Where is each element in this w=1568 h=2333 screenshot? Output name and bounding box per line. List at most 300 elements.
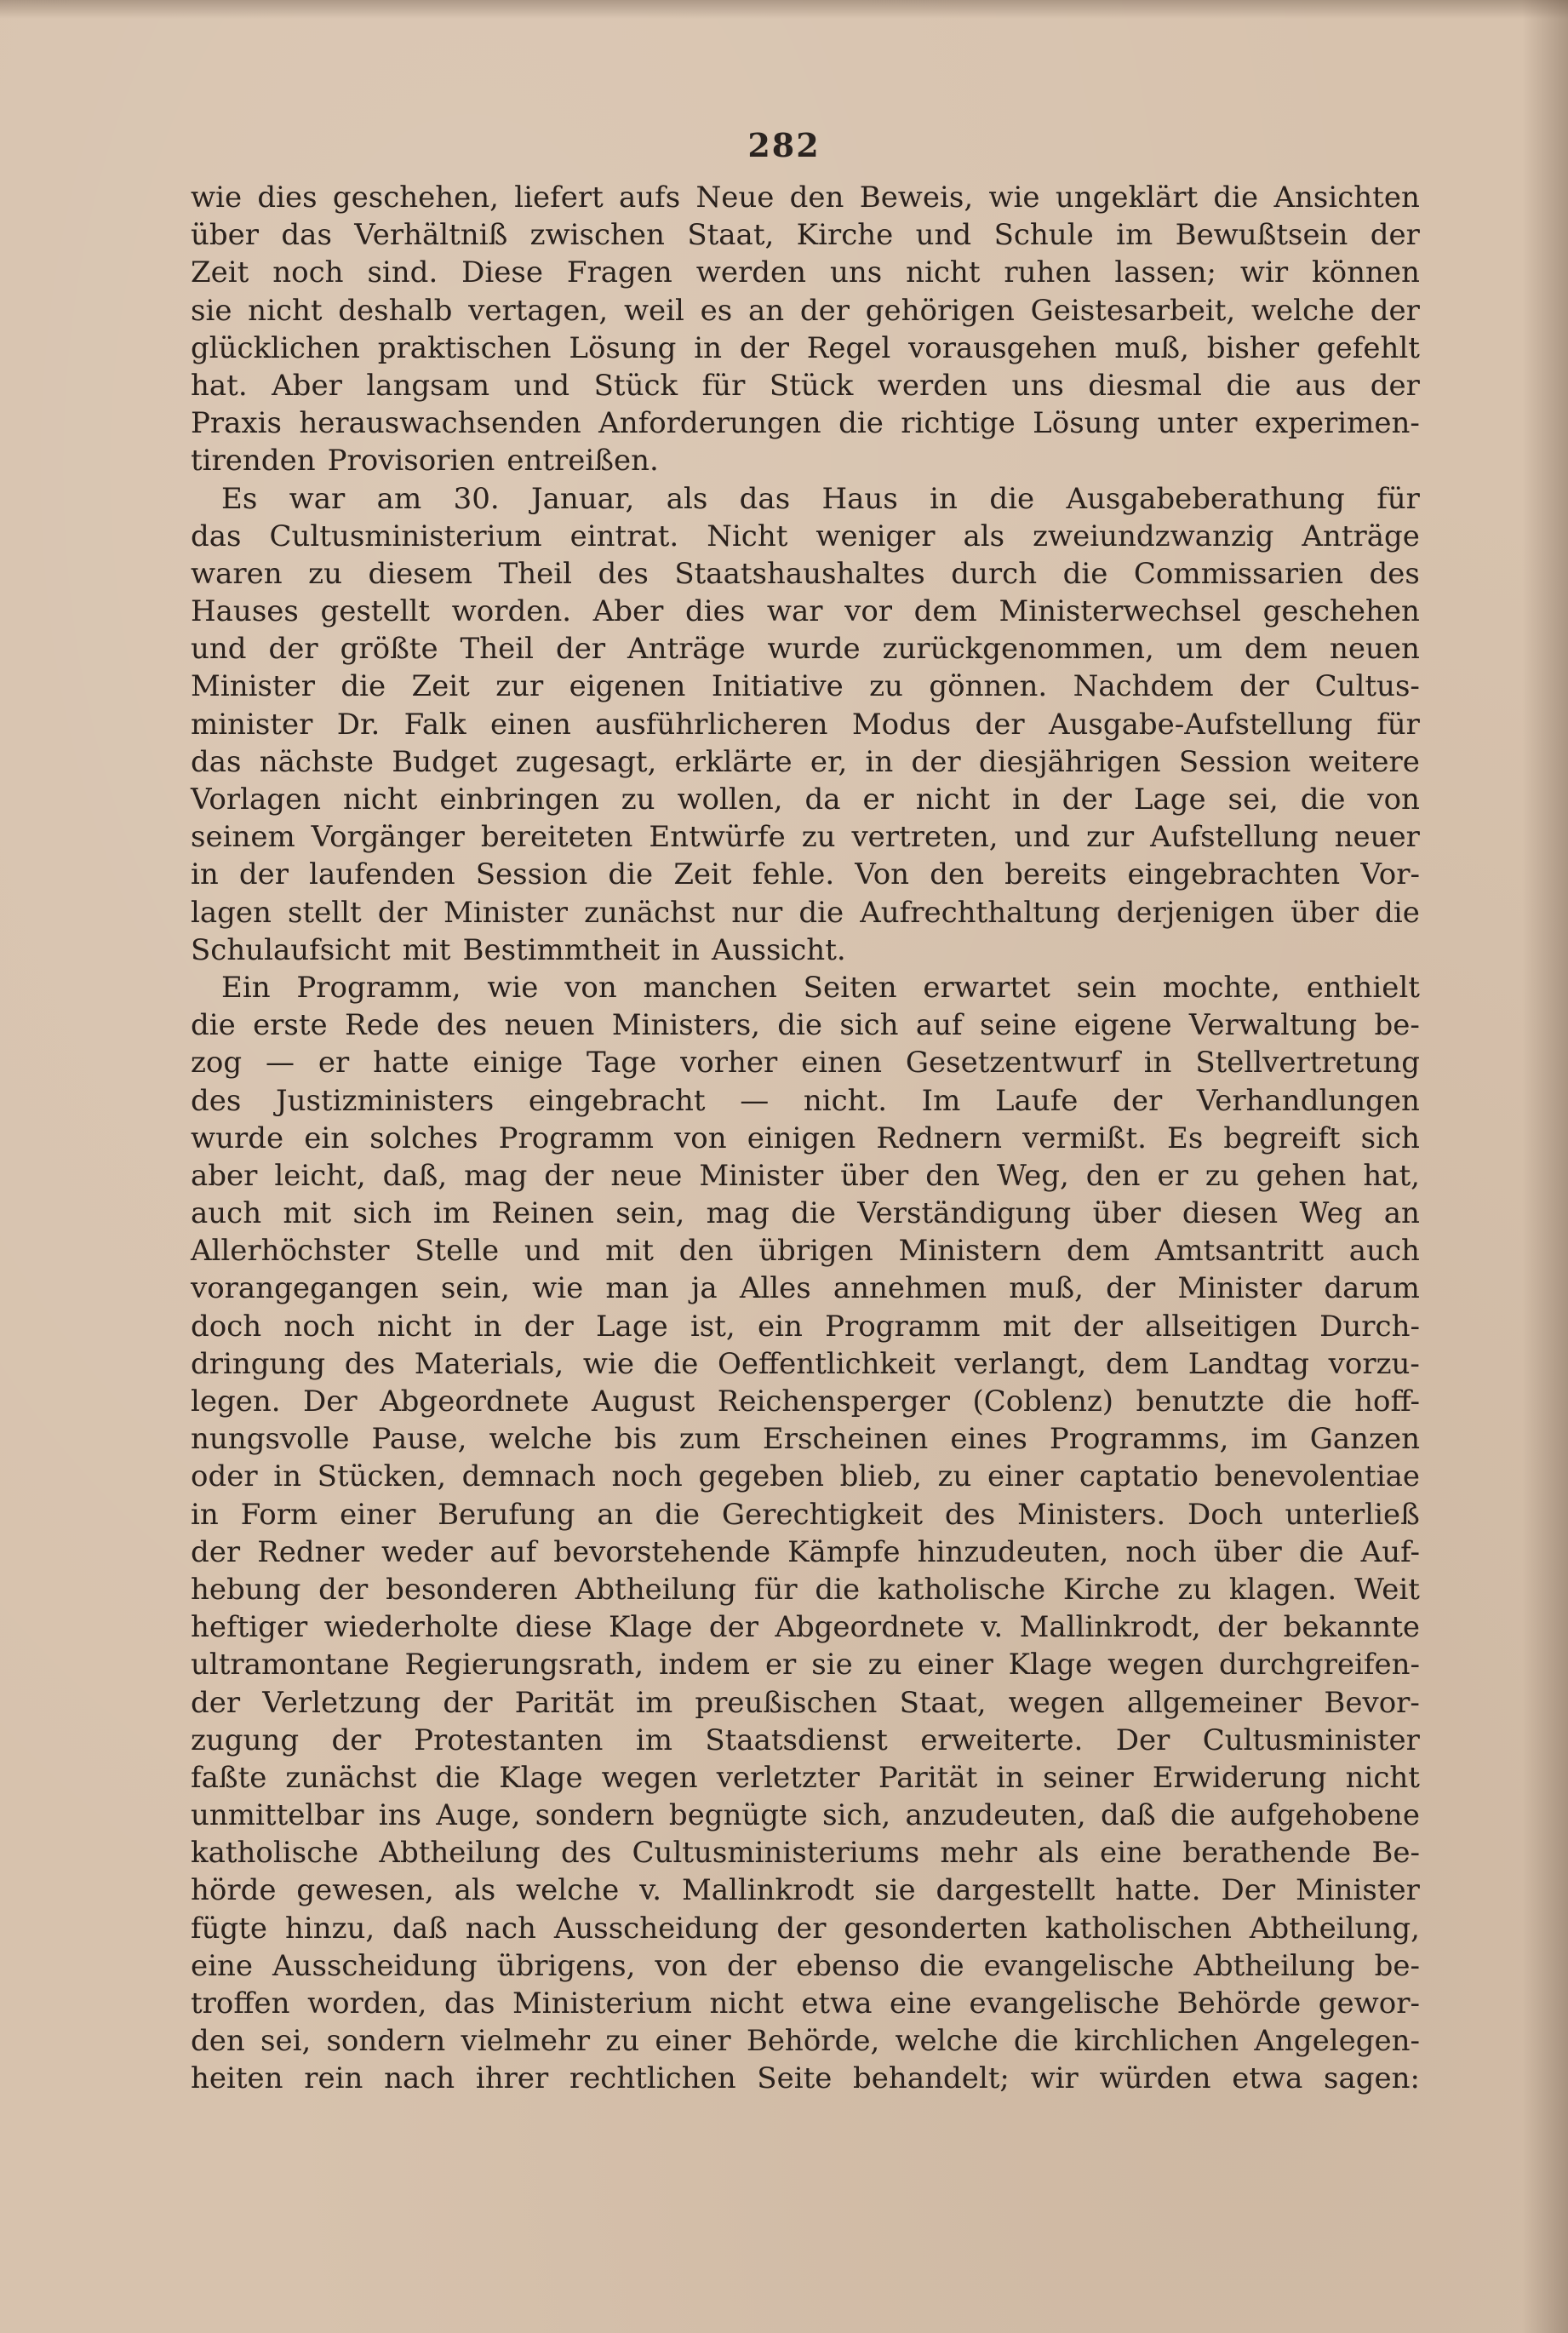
- word: ihrer: [475, 2061, 549, 2096]
- word: über: [1092, 1196, 1161, 1231]
- word: und: [1014, 820, 1071, 855]
- word: herauswachsenden: [299, 406, 581, 441]
- word: minister: [191, 707, 313, 742]
- text-line: [191, 1420, 1420, 1458]
- word: als: [963, 519, 1005, 553]
- word: nicht: [915, 782, 991, 817]
- word: zu: [801, 820, 836, 855]
- word: eigene: [1073, 1008, 1172, 1043]
- word: der: [331, 1723, 381, 1757]
- word: diesem: [368, 556, 473, 591]
- word: Regierungsrath,: [404, 1648, 644, 1682]
- word: Cultusministeriums: [632, 1836, 920, 1871]
- word: mehr: [940, 1836, 1017, 1871]
- word: Es: [1167, 1121, 1204, 1155]
- word: die: [777, 1008, 823, 1043]
- word: Der: [1115, 1723, 1170, 1757]
- word: die: [1213, 181, 1259, 215]
- word: Es: [221, 481, 258, 516]
- word: die: [655, 1497, 701, 1532]
- word: sich: [352, 1196, 412, 1231]
- word: katholischen: [1044, 1911, 1232, 1946]
- word: ins: [378, 1798, 422, 1833]
- word: dies: [685, 594, 746, 629]
- word: nicht: [1345, 1760, 1420, 1795]
- word: Rede: [344, 1008, 420, 1043]
- word: faßte: [191, 1760, 267, 1795]
- word: eintrat.: [569, 519, 679, 553]
- word: Provisorien: [327, 444, 495, 479]
- word: fügte: [191, 1911, 268, 1946]
- word: den: [789, 181, 844, 215]
- word: Cultus-: [1314, 669, 1420, 704]
- word: katholische: [877, 1572, 1046, 1607]
- text-line: [191, 1044, 1420, 1081]
- word: solches: [369, 1121, 478, 1155]
- text-line: [191, 555, 1420, 593]
- word: die: [435, 1760, 481, 1795]
- word: Hauses: [191, 594, 299, 629]
- word: auch: [1348, 1234, 1420, 1269]
- word: in: [865, 744, 894, 779]
- word: Laufe: [994, 1083, 1079, 1118]
- word: August: [592, 1384, 695, 1419]
- word: nach: [465, 1911, 536, 1946]
- word: der: [555, 632, 606, 667]
- word: captatio: [1079, 1459, 1199, 1494]
- word: sich,: [822, 1798, 891, 1833]
- word: das: [281, 218, 332, 253]
- word: besonderen: [386, 1572, 558, 1607]
- word: der: [1073, 1309, 1123, 1344]
- word: zum: [678, 1422, 741, 1457]
- word: Abgeordnete: [775, 1610, 964, 1645]
- word: nicht: [248, 293, 323, 328]
- text-line: [191, 1345, 1420, 1383]
- word: der: [524, 1309, 574, 1344]
- word: heiten: [191, 2061, 283, 2096]
- text-line: [191, 1910, 1420, 1947]
- text-line: [191, 518, 1420, 555]
- word: darum: [1324, 1271, 1420, 1306]
- word: Kirche: [796, 218, 894, 253]
- word: Der: [1221, 1873, 1276, 1908]
- word: über: [840, 1158, 909, 1193]
- word: geschehen: [1262, 594, 1420, 629]
- word: sondern: [326, 2024, 446, 2059]
- word: Weit: [1354, 1572, 1420, 1607]
- word: zugesagt,: [515, 744, 657, 779]
- text-line: [191, 668, 1420, 705]
- word: manchen: [643, 970, 777, 1005]
- word: zog: [191, 1046, 243, 1081]
- word: den: [1085, 1158, 1141, 1193]
- word: einige: [472, 1046, 564, 1081]
- word: war: [289, 481, 346, 516]
- word: weder: [381, 1534, 473, 1569]
- body-text: [191, 179, 1420, 2098]
- word: aufgehobene: [1230, 1798, 1420, 1833]
- word: im: [1250, 1422, 1288, 1457]
- word: eigenen: [569, 669, 686, 704]
- word: die: [798, 895, 844, 930]
- word: der: [443, 1685, 493, 1720]
- word: ultramontane: [191, 1648, 390, 1682]
- text-line: [191, 969, 1420, 1006]
- word: Weg: [1299, 1196, 1363, 1231]
- word: ist,: [690, 1309, 735, 1344]
- word: Aber: [592, 594, 664, 629]
- word: v.: [639, 1873, 662, 1908]
- word: Ausgabeberathung: [1066, 481, 1345, 516]
- word: wiederholte: [323, 1610, 499, 1645]
- word: einer: [917, 1648, 993, 1682]
- word: Modus: [851, 707, 952, 742]
- word: Mallinkrodt,: [1019, 1610, 1201, 1645]
- word: Alles: [739, 1271, 811, 1306]
- word: ja: [690, 1271, 718, 1306]
- word: können: [1312, 255, 1420, 290]
- word: sich: [839, 1008, 899, 1043]
- text-line: [191, 292, 1420, 330]
- word: klagen.: [1228, 1572, 1337, 1607]
- word: Verletzung: [262, 1685, 421, 1720]
- word: begreift: [1223, 1121, 1341, 1155]
- word: verlangt,: [954, 1346, 1087, 1381]
- word: mochte,: [1162, 970, 1280, 1005]
- word: erklärte: [674, 744, 793, 779]
- word: zu: [1205, 1158, 1239, 1193]
- word: tirenden: [191, 444, 316, 479]
- word: Verhältniß: [354, 218, 508, 253]
- word: wegen: [601, 1760, 698, 1795]
- word: von: [564, 970, 617, 1005]
- word: hoff-: [1354, 1384, 1420, 1419]
- word: Lösung: [569, 330, 677, 365]
- word: an: [747, 293, 785, 328]
- word: Ministers,: [611, 1008, 760, 1043]
- word: neuen: [1329, 632, 1420, 667]
- word: bisher: [1206, 330, 1300, 365]
- word: Anträge: [1302, 519, 1420, 553]
- word: ein: [757, 1309, 803, 1344]
- text-line: [191, 706, 1420, 743]
- word: Redner: [257, 1534, 364, 1569]
- page-top-shadow: [0, 0, 1568, 19]
- word: mit: [605, 1234, 654, 1269]
- text-line: [191, 404, 1420, 442]
- word: annehmen: [833, 1271, 987, 1306]
- text-line: [191, 1157, 1420, 1195]
- word: diesmal: [1088, 368, 1202, 403]
- word: Ein: [221, 970, 271, 1005]
- word: Neue: [695, 181, 775, 215]
- word: verletzter: [716, 1760, 860, 1795]
- word: die: [838, 406, 884, 441]
- word: in: [1143, 1046, 1172, 1081]
- word: Der: [303, 1384, 358, 1419]
- word: einen: [801, 1046, 883, 1081]
- word: vorzu-: [1328, 1346, 1420, 1381]
- word: der: [799, 293, 850, 328]
- word: daß,: [382, 1158, 448, 1193]
- word: für: [1376, 707, 1420, 742]
- word: Berufung: [438, 1497, 575, 1532]
- word: auf: [915, 1008, 963, 1043]
- word: der: [1239, 669, 1290, 704]
- word: einigen: [747, 1121, 856, 1155]
- word: der: [1062, 782, 1112, 817]
- word: Bestimmtheit: [462, 932, 661, 967]
- word: Programm: [825, 1309, 981, 1344]
- word: werden: [877, 368, 988, 403]
- word: und: [191, 632, 247, 667]
- word: Minister: [444, 895, 568, 930]
- word: in: [996, 1760, 1025, 1795]
- text-line: [191, 1797, 1420, 1834]
- word: über: [191, 218, 260, 253]
- word: Initiative: [711, 669, 844, 704]
- word: worden.: [451, 594, 572, 629]
- word: welche: [895, 2024, 999, 2059]
- word: zu: [605, 2024, 640, 2059]
- word: mit: [402, 932, 451, 967]
- word: zur: [495, 669, 544, 704]
- word: Ganzen: [1309, 1422, 1420, 1457]
- word: in: [273, 1459, 302, 1494]
- word: nach: [384, 2061, 455, 2096]
- word: Geistesarbeit,: [1030, 293, 1236, 328]
- word: Programms,: [1049, 1422, 1229, 1457]
- word: gewesen,: [296, 1873, 434, 1908]
- word: unterließ: [1285, 1497, 1420, 1532]
- word: sondern: [535, 1798, 655, 1833]
- word: und: [915, 218, 972, 253]
- word: auf: [489, 1534, 537, 1569]
- word: lagen: [191, 895, 272, 930]
- word: muß,: [1114, 330, 1189, 365]
- word: —: [266, 1046, 295, 1081]
- word: Zeit: [191, 255, 249, 290]
- text-line: [191, 1006, 1420, 1044]
- word: wie: [582, 1346, 634, 1381]
- word: der: [1113, 1083, 1163, 1118]
- word: etwa: [801, 1986, 873, 2021]
- word: dringung: [191, 1346, 326, 1381]
- word: am: [376, 481, 422, 516]
- word: Stellvertretung: [1195, 1046, 1420, 1081]
- word: im: [433, 1196, 471, 1231]
- word: etwa: [1232, 2061, 1303, 2096]
- text-line: [191, 1722, 1420, 1759]
- word: Aufrechthaltung: [860, 895, 1101, 930]
- word: Theil: [498, 556, 572, 591]
- word: Nachdem: [1073, 669, 1214, 704]
- word: demnach: [461, 1459, 596, 1494]
- word: übrigen: [758, 1234, 873, 1269]
- word: neuen: [504, 1008, 595, 1043]
- word: eine: [889, 1986, 952, 2021]
- word: der: [1370, 368, 1420, 403]
- word: praktischen: [377, 330, 552, 365]
- word: nächste: [259, 744, 375, 779]
- word: hörde: [191, 1873, 277, 1908]
- word: aufs: [619, 181, 681, 215]
- word: den: [678, 1234, 734, 1269]
- word: Minister: [1177, 1271, 1302, 1306]
- text-line: [191, 931, 1420, 969]
- text-line: [191, 1496, 1420, 1533]
- word: gegeben: [698, 1459, 825, 1494]
- word: weil: [623, 293, 684, 328]
- word: wie: [988, 181, 1040, 215]
- word: des: [944, 1497, 996, 1532]
- word: wegen: [1008, 1685, 1105, 1720]
- word: Allerhöchster: [191, 1234, 390, 1269]
- text-line: [191, 1195, 1420, 1232]
- word: Stück: [769, 368, 854, 403]
- word: sich: [1360, 1121, 1420, 1155]
- text-line: [191, 1383, 1420, 1420]
- word: der: [776, 1911, 827, 1946]
- word: der: [318, 1572, 369, 1607]
- word: der: [544, 1158, 594, 1193]
- word: von: [655, 1948, 707, 1983]
- word: vermißt.: [1022, 1121, 1147, 1155]
- word: nicht: [376, 1309, 452, 1344]
- text-line: [191, 1232, 1420, 1270]
- word: diesen: [1182, 1196, 1279, 1231]
- text-line: [191, 179, 1420, 216]
- word: Abtheilung: [1193, 1948, 1355, 1983]
- word: eines: [950, 1422, 1027, 1457]
- word: der: [268, 632, 318, 667]
- word: weniger: [815, 519, 936, 553]
- word: seinem: [191, 820, 295, 855]
- word: bereits: [1004, 857, 1107, 892]
- word: der: [1370, 218, 1420, 253]
- word: hinzu,: [284, 1911, 375, 1946]
- word: hinzudeuten,: [917, 1534, 1109, 1569]
- word: bevorstehende: [553, 1534, 771, 1569]
- word: dargestellt: [936, 1873, 1096, 1908]
- word: Behörde,: [746, 2024, 880, 2059]
- word: Programm: [498, 1121, 654, 1155]
- word: enthielt: [1306, 970, 1420, 1005]
- word: den: [925, 1158, 981, 1193]
- word: er: [764, 1648, 797, 1682]
- word: nungsvolle: [191, 1422, 350, 1457]
- word: gestellt: [320, 594, 430, 629]
- word: der: [238, 857, 289, 892]
- word: Verständigung: [857, 1196, 1072, 1231]
- word: dem: [1244, 632, 1308, 667]
- word: vertreten,: [851, 820, 999, 855]
- word: Behörde: [1176, 1986, 1302, 2021]
- word: worden,: [307, 1986, 427, 2021]
- word: zugung: [191, 1723, 300, 1757]
- word: wurde: [767, 632, 861, 667]
- word: evangelische: [983, 1948, 1175, 1983]
- word: daß: [1100, 1798, 1156, 1833]
- word: Ausscheidung: [553, 1911, 759, 1946]
- page-edge-shadow: [1522, 0, 1568, 2333]
- word: des: [344, 1346, 396, 1381]
- word: Budget: [392, 744, 498, 779]
- word: ausführlicheren: [595, 707, 828, 742]
- word: ebenso: [796, 1948, 900, 1983]
- word: in: [930, 481, 958, 516]
- word: wie: [532, 1271, 584, 1306]
- text-line: [191, 856, 1420, 893]
- word: nicht.: [803, 1083, 888, 1118]
- word: wegen: [1107, 1648, 1205, 1682]
- word: unter: [1157, 406, 1238, 441]
- word: ungeklärt: [1055, 181, 1199, 215]
- word: fehle.: [752, 857, 835, 892]
- text-line: [191, 593, 1420, 630]
- word: Verwaltung: [1188, 1008, 1358, 1043]
- word: das: [739, 481, 791, 516]
- word: experimen-: [1254, 406, 1420, 441]
- word: Anforderungen: [598, 406, 821, 441]
- word: Verhandlungen: [1196, 1083, 1420, 1118]
- word: größte: [340, 632, 438, 667]
- word: Cultusminister: [1202, 1723, 1420, 1757]
- word: seine: [979, 1008, 1057, 1043]
- word: gefehlt: [1316, 330, 1420, 365]
- word: in: [672, 932, 701, 967]
- word: Entwürfe: [649, 820, 786, 855]
- word: allseitigen: [1145, 1309, 1297, 1344]
- word: übrigens,: [496, 1948, 636, 1983]
- word: Reinen: [491, 1196, 594, 1231]
- word: Abtheilung: [575, 1572, 737, 1607]
- word: das: [444, 1986, 495, 2021]
- word: indem: [659, 1648, 750, 1682]
- word: sei,: [1228, 782, 1279, 817]
- word: die: [653, 1346, 699, 1381]
- word: des: [436, 1008, 488, 1043]
- word: die: [191, 1008, 236, 1043]
- word: eine: [191, 1948, 254, 1983]
- text-line: [191, 254, 1420, 291]
- word: die: [918, 1948, 964, 1983]
- word: Fragen: [566, 255, 672, 290]
- text-line: [191, 1646, 1420, 1683]
- word: katholische: [191, 1836, 359, 1871]
- word: zu: [869, 669, 903, 704]
- word: wie: [487, 970, 539, 1005]
- word: Aussicht.: [712, 932, 846, 967]
- word: dies: [257, 181, 318, 215]
- word: bereiteten: [480, 820, 633, 855]
- word: zunächst: [584, 895, 716, 930]
- text-line: [191, 367, 1420, 404]
- word: Stück: [593, 368, 678, 403]
- word: des: [1369, 556, 1420, 591]
- word: welche: [489, 1422, 592, 1457]
- word: einen: [489, 707, 571, 742]
- word: Bevor-: [1324, 1685, 1420, 1720]
- word: der: [726, 1948, 777, 1983]
- word: Staatshaushaltes: [674, 556, 925, 591]
- word: Klage: [609, 1610, 693, 1645]
- word: rechtlichen: [569, 2061, 736, 2096]
- word: Protestanten: [414, 1723, 604, 1757]
- word: Ministerium: [512, 1986, 692, 2021]
- word: der: [191, 1534, 241, 1569]
